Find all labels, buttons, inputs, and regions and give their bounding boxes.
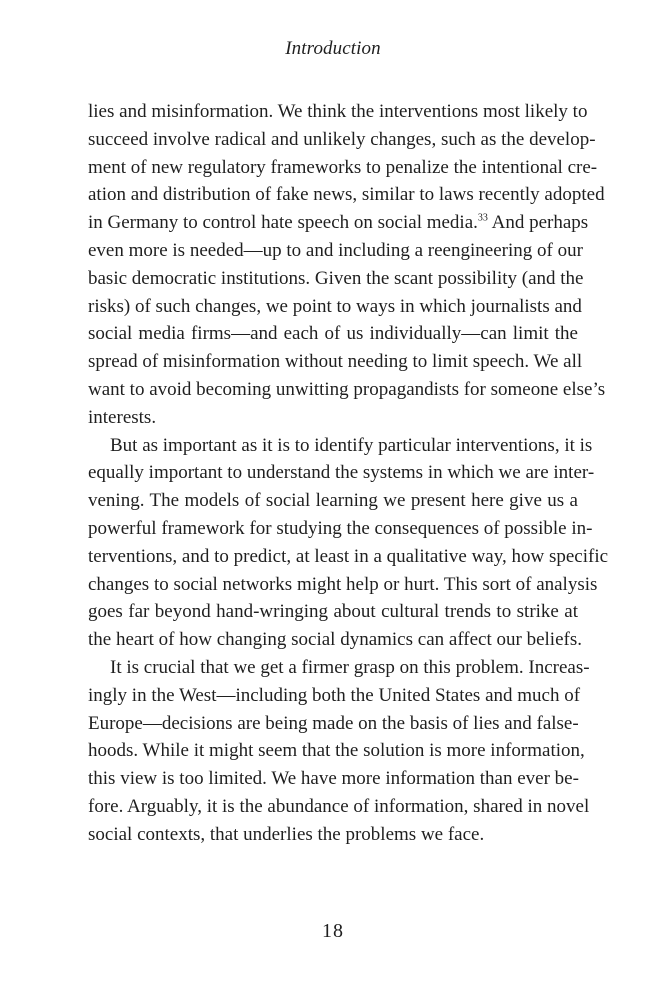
text-line: ment of new regulatory frameworks to penalize the intentional cre- xyxy=(88,156,598,178)
text-line: even more is needed—up to and including a reengineering of our xyxy=(88,239,583,261)
page-number: 18 xyxy=(322,920,344,942)
text-segment: And perhaps xyxy=(487,212,589,234)
text-line: interests. xyxy=(88,406,157,428)
text-line: Europe—decisions are being made on the basis of lies and false- xyxy=(88,712,579,734)
text-line: changes to social networks might help or hurt. This sort of analysis xyxy=(88,573,598,595)
text-line: But as important as it is to identify particular interventions, it is xyxy=(110,434,593,456)
text-line: ingly in the West—including both the United States and much of xyxy=(88,684,581,706)
text-line: social media firms—and each of us individually—can limit the xyxy=(88,323,578,345)
text-line: want to avoid becoming unwitting propagandists for someone else’s xyxy=(88,378,606,400)
text-line: equally important to understand the systems in which we are inter- xyxy=(88,462,595,484)
text-line: this view is too limited. We have more information than ever be- xyxy=(88,768,579,790)
text-line-with-footnote xyxy=(88,209,589,237)
text-line: goes far beyond hand-wringing about cultural trends to strike at xyxy=(88,601,578,623)
text-line: risks) of such changes, we point to ways in which journalists and xyxy=(88,295,582,317)
body-text xyxy=(88,98,609,849)
paragraph-3 xyxy=(88,654,590,849)
text-line: fore. Arguably, it is the abundance of information, shared in novel xyxy=(88,795,590,817)
text-line: basic democratic institutions. Given the scant possibility (and the xyxy=(88,267,584,289)
running-head: Introduction xyxy=(285,38,381,59)
text-line: lies and misinformation. We think the interventions most likely to xyxy=(88,101,588,122)
text-line: succeed involve radical and unlikely changes, such as the develop- xyxy=(88,128,596,150)
text-line: ation and distribution of fake news, similar to laws recently adopted xyxy=(88,184,605,206)
text-segment: in Germany to control hate speech on social media. xyxy=(88,212,478,234)
text-line: hoods. While it might seem that the solution is more information, xyxy=(88,740,585,762)
text-line: the heart of how changing social dynamics can affect our beliefs. xyxy=(88,629,582,651)
text-line: vening. The models of social learning we present here give us a xyxy=(88,490,578,512)
text-line: terventions, and to predict, at least in a qualitative way, how specific xyxy=(88,545,609,567)
paragraph-2 xyxy=(88,432,609,654)
text-line: It is crucial that we get a firmer grasp on this problem. Increas- xyxy=(110,656,590,678)
text-line: spread of misinformation without needing to limit speech. We all xyxy=(88,351,583,373)
footnote-ref: 33 xyxy=(477,212,488,224)
text-line: powerful framework for studying the consequences of possible in- xyxy=(88,517,593,539)
text-line: social contexts, that underlies the problems we face. xyxy=(88,823,485,845)
paragraph-1 xyxy=(88,98,606,432)
